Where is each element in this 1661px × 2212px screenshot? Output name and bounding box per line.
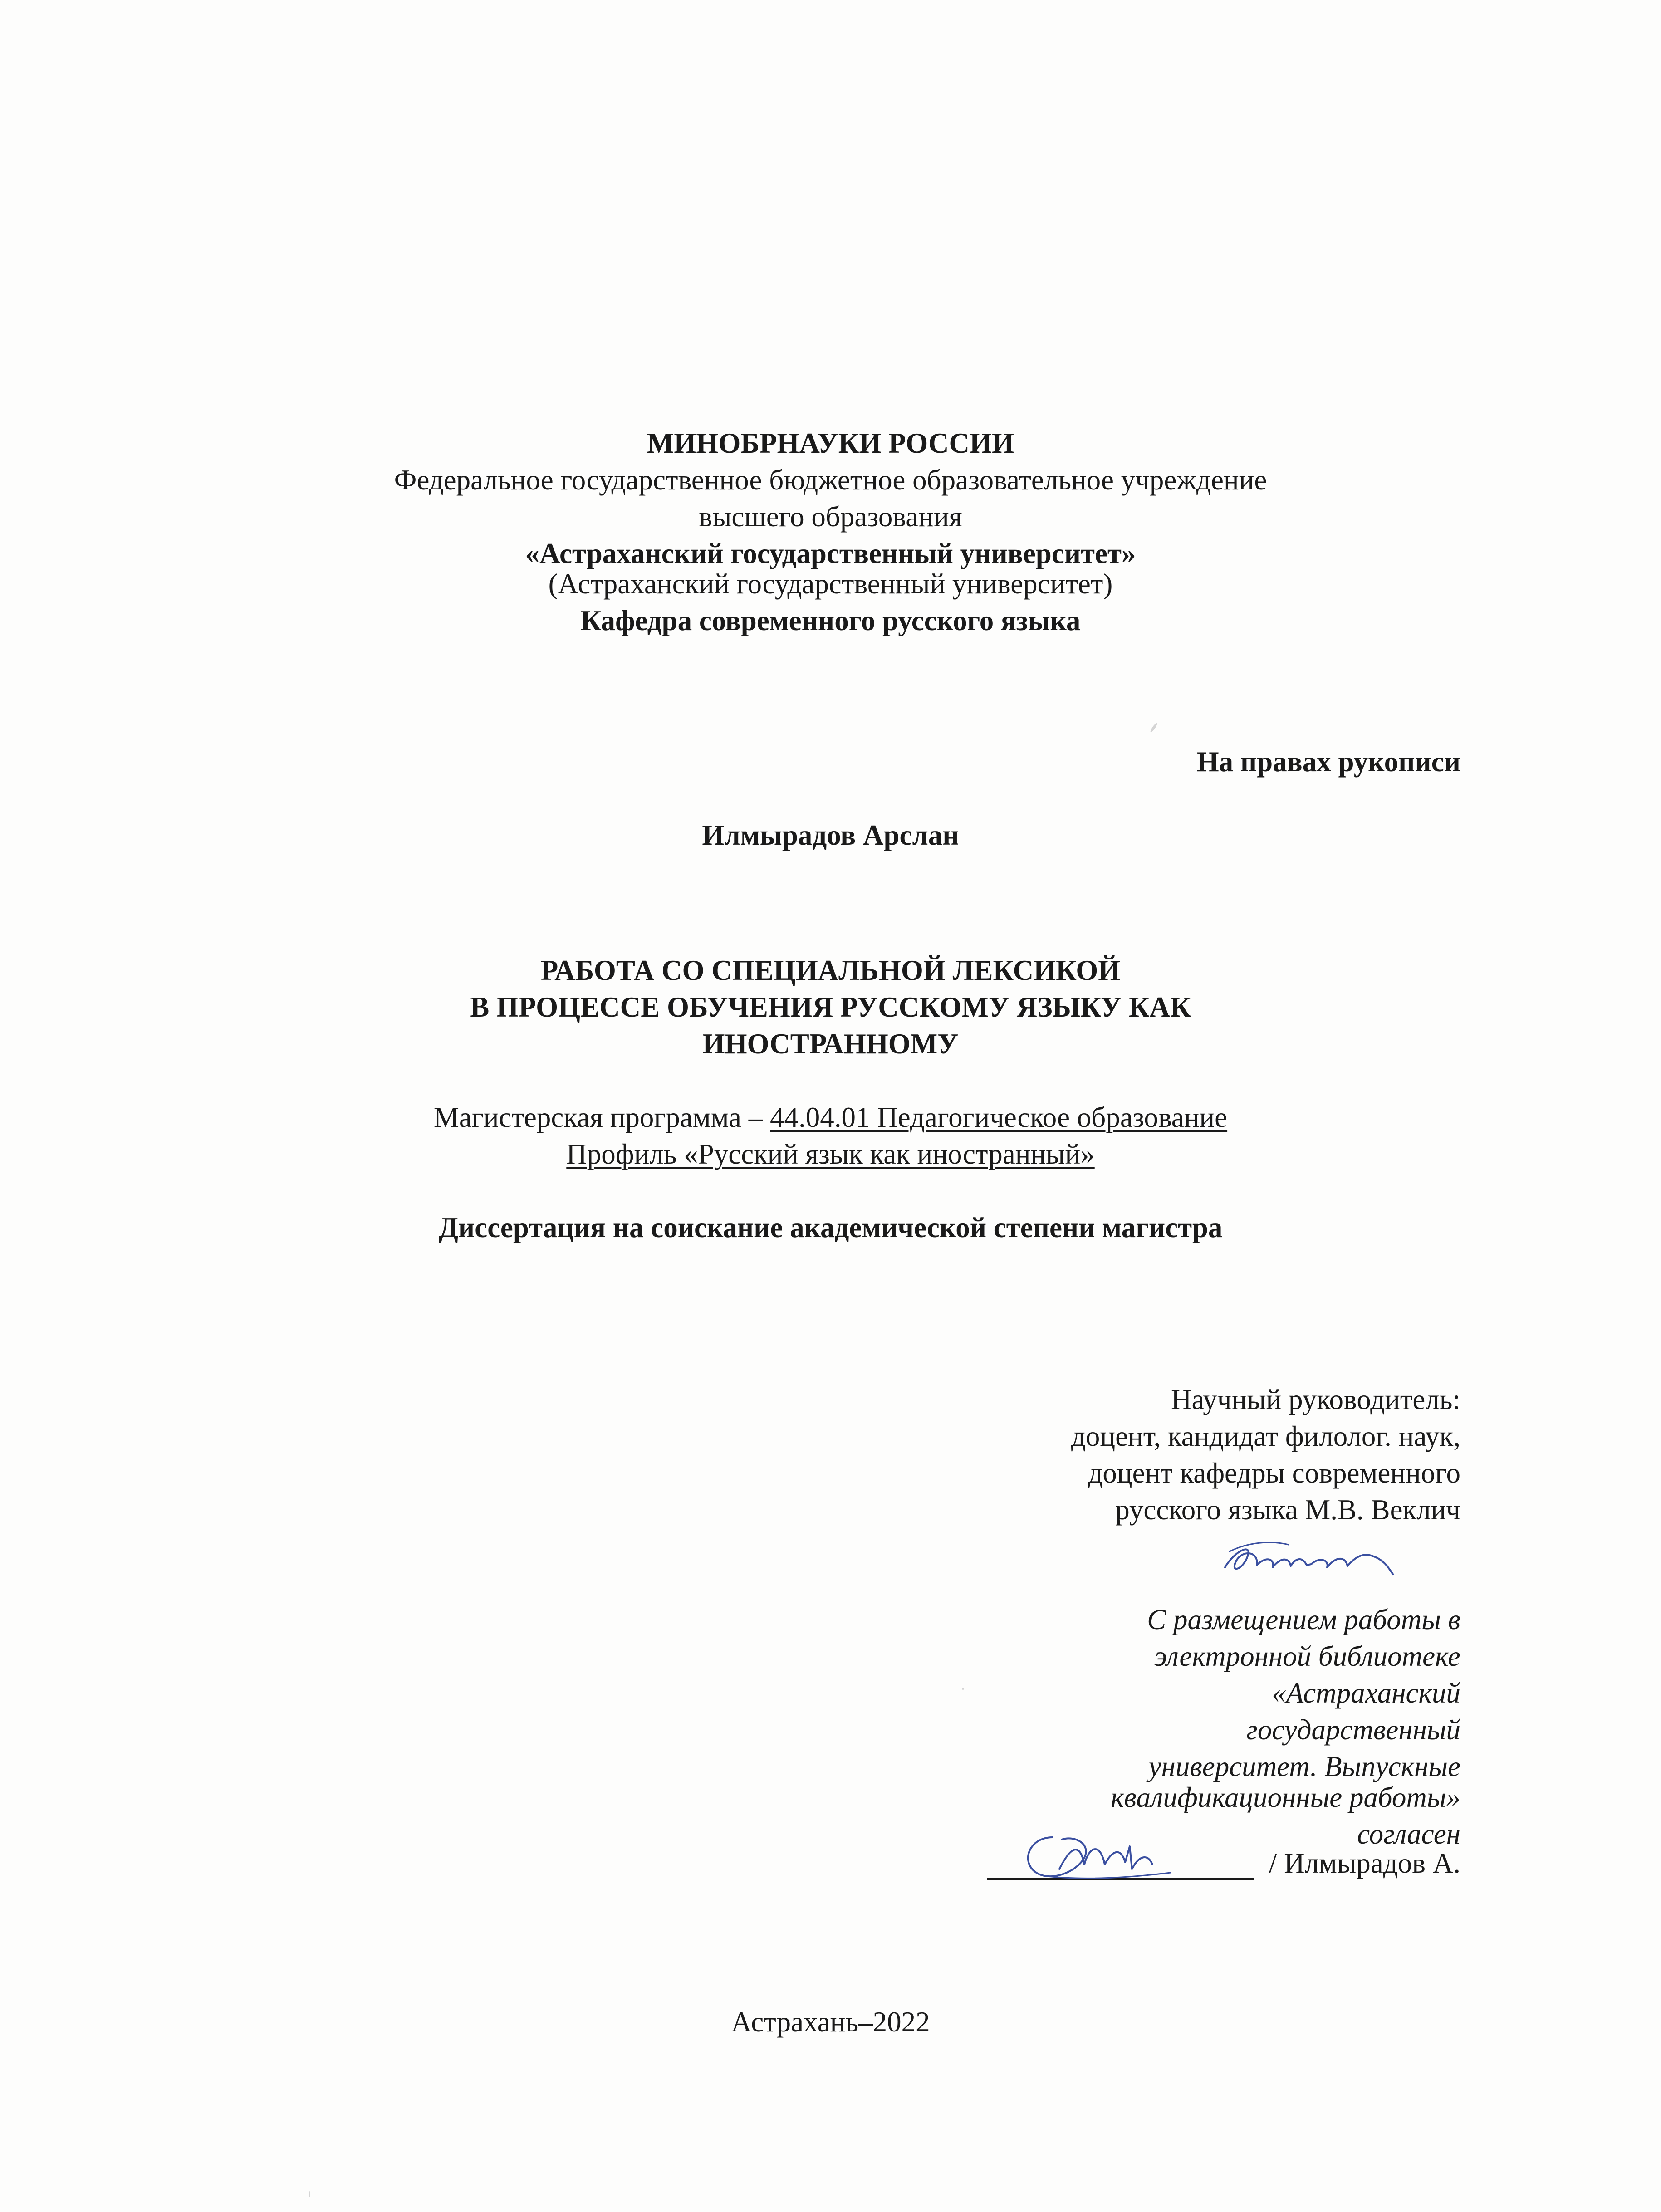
supervisor-title-line-2: доцент кафедры современного <box>1088 1457 1460 1489</box>
ministry-heading: МИНОБРНАУКИ РОССИИ <box>647 427 1014 459</box>
program-prefix: Магистерская программа – <box>433 1101 770 1133</box>
scan-speck <box>962 1688 964 1690</box>
consent-line-4: государственный <box>1246 1714 1460 1746</box>
consent-line-1: С размещением работы в <box>1147 1604 1460 1635</box>
scan-speck <box>309 2191 310 2197</box>
scan-speck <box>1150 722 1158 733</box>
department-name: Кафедра современного русского языка <box>580 605 1081 636</box>
author-signature-name: / Илмырадов А. <box>1269 1847 1460 1879</box>
consent-line-5: университет. Выпускные <box>1148 1751 1460 1782</box>
program-profile: Профиль «Русский язык как иностранный» <box>566 1138 1095 1170</box>
institution-type-line-2: высшего образования <box>699 501 962 533</box>
supervisor-title-line-1: доцент, кандидат филолог. наук, <box>1071 1420 1460 1452</box>
consent-line-6: квалификационные работы» <box>1111 1781 1460 1813</box>
manuscript-note: На правах рукописи <box>1196 746 1460 778</box>
university-full-name: «Астраханский государственный университет» <box>525 538 1136 569</box>
program-profile-line <box>0 1140 1661 1169</box>
city-year: Астрахань–2022 <box>731 2006 930 2038</box>
degree-line: Диссертация на соискание академической степени магистра <box>438 1212 1223 1243</box>
consent-line-7: согласен <box>1357 1818 1460 1850</box>
author-signature <box>1016 1819 1189 1892</box>
institution-type-line-1: Федеральное государственное бюджетное образовательное учреждение <box>394 464 1267 496</box>
thesis-title-line-3: ИНОСТРАННОМУ <box>702 1028 959 1060</box>
university-short-name: (Астраханский государственный университет) <box>548 568 1113 600</box>
supervisor-signature <box>1216 1524 1397 1588</box>
author-name: Илмырадов Арслан <box>702 819 959 851</box>
thesis-title-line-2: В ПРОЦЕССЕ ОБУЧЕНИЯ РУССКОМУ ЯЗЫКУ КАК <box>470 991 1191 1023</box>
consent-line-3: «Астраханский <box>1272 1677 1460 1709</box>
program-line <box>0 1103 1661 1132</box>
program-code-name: 44.04.01 Педагогическое образование <box>770 1101 1228 1133</box>
consent-line-2: электронной библиотеке <box>1154 1640 1460 1672</box>
supervisor-label: Научный руководитель: <box>1171 1384 1460 1415</box>
thesis-title-line-1: РАБОТА СО СПЕЦИАЛЬНОЙ ЛЕКСИКОЙ <box>540 954 1121 986</box>
supervisor-name-line: русского языка М.В. Веклич <box>1115 1494 1460 1526</box>
